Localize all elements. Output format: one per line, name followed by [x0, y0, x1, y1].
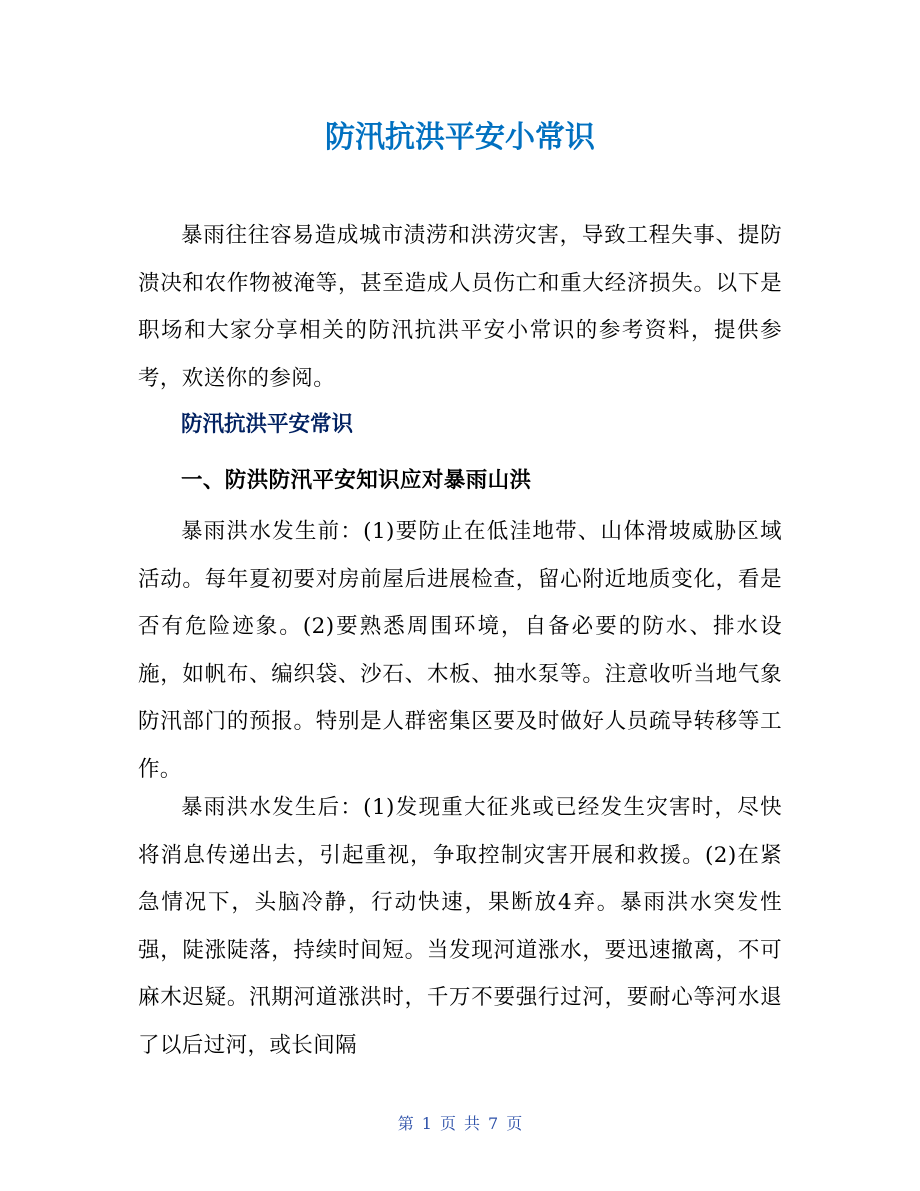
footer-page-mid: 页: [439, 1114, 456, 1133]
before-flood-paragraph: 暴雨洪水发生前：(1)要防止在低洼地带、山体滑坡威胁区域活动。每年夏初要对房前屋后进展检查，留心附近地质变化，看是否有危险迹象。(2)要熟悉周围环境，自备必要的防水、排水设施，如帆布、编织袋、沙石、木板、抽水泵等。注意收听当地气象防汛部门的预报。特别是人群密集区要及时做好人员疏导转移等工作。: [138, 519, 782, 782]
footer-page-number: 1: [421, 1114, 432, 1133]
footer-total-label: 共: [464, 1114, 481, 1133]
document-title: 防汛抗洪平安小常识: [325, 120, 595, 155]
after-flood-paragraph: 暴雨洪水发生后：(1)发现重大征兆或已经发生灾害时，尽快将消息传递出去，引起重视，争取控制灾害开展和救援。(2)在紧急情况下，头脑冷静，行动快速，果断放4弃。暴雨洪水突发性强，陡涨陡落，持续时间短。当发现河道涨水，要迅速撤离，不可麻木迟疑。汛期河道涨洪时，千万不要强行过河，要耐心等河水退了以后过河，或长间隔: [138, 795, 782, 1058]
footer-total-pages: 7: [488, 1114, 499, 1133]
page-footer: [0, 1112, 920, 1136]
safety-tips-subheading: 防汛抗洪平安常识: [181, 412, 354, 437]
footer-page-suffix: 页: [506, 1114, 523, 1133]
section-1-heading: 一、防洪防汛平安知识应对暴雨山洪: [181, 468, 532, 493]
intro-paragraph: 暴雨往往容易造成城市渍涝和洪涝灾害，导致工程失事、提防溃决和农作物被淹等，甚至造成人员伤亡和重大经济损失。以下是职场和大家分享相关的防汛抗洪平安小常识的参考资料，提供参考，欢送你的参阅。: [138, 223, 782, 391]
footer-page-prefix: 第: [397, 1114, 414, 1133]
